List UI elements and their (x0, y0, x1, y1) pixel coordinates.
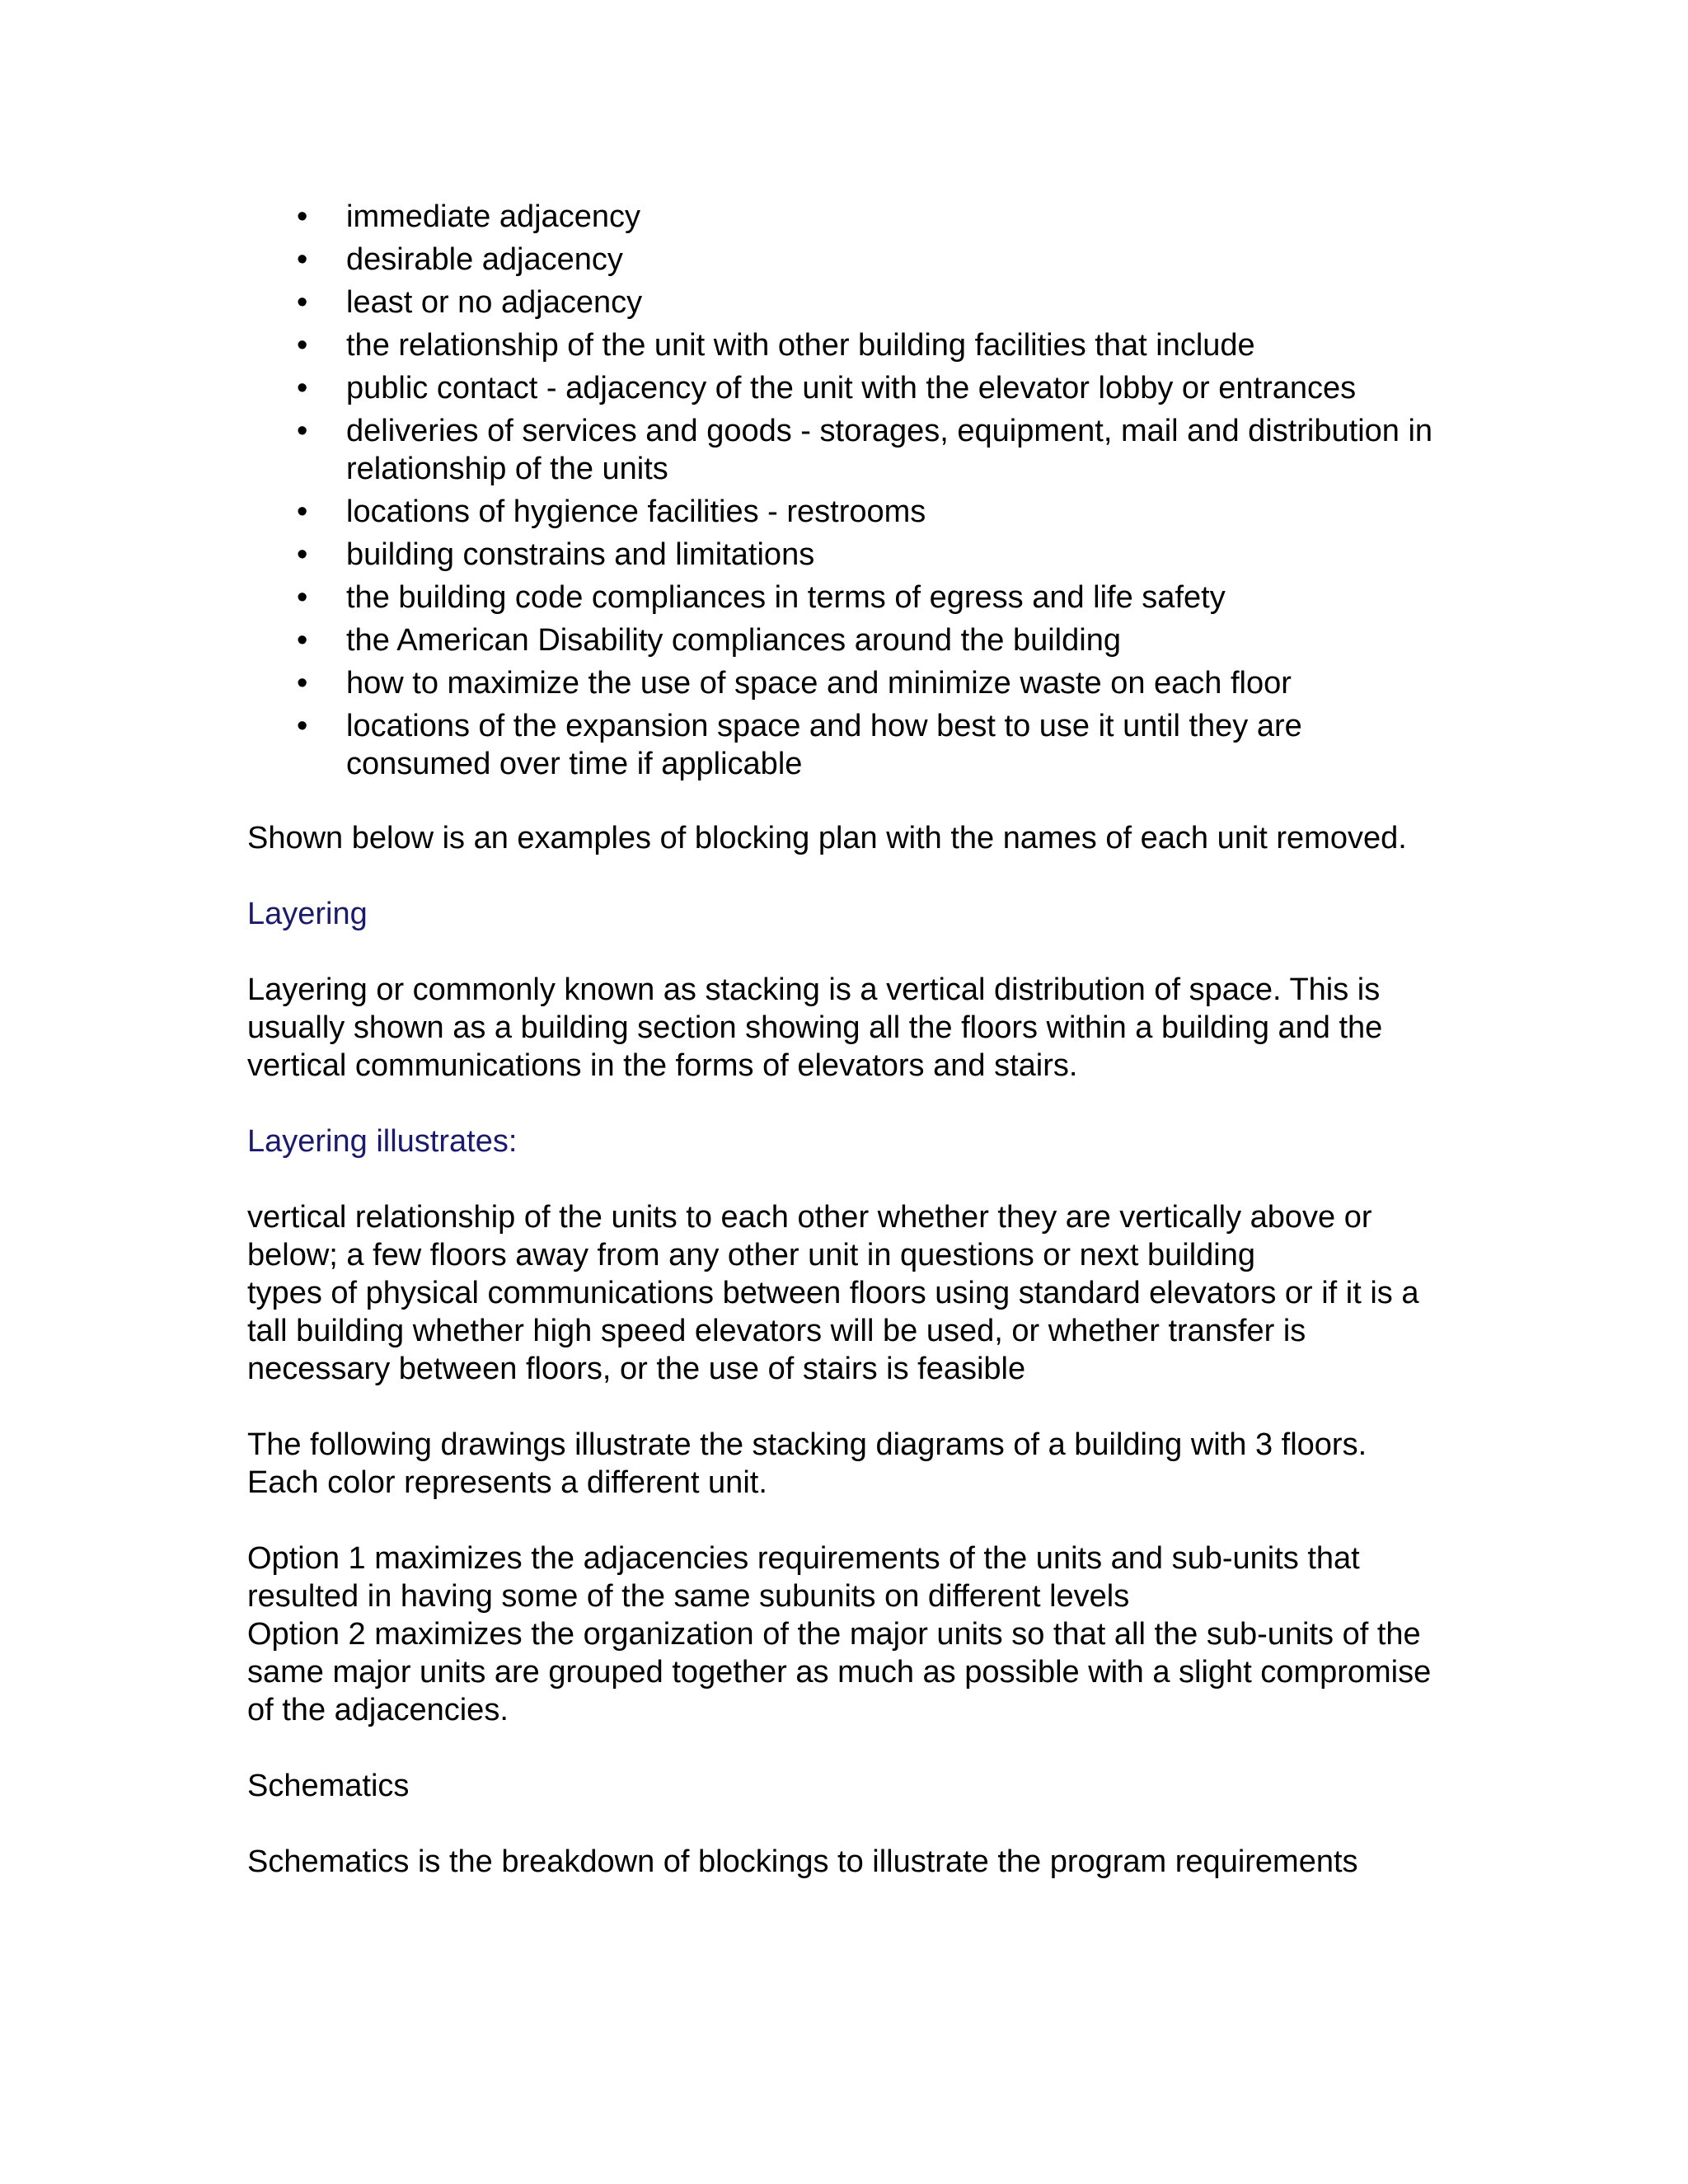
list-item-text: immediate adjacency (346, 199, 640, 234)
blocking-plan-paragraph: Shown below is an examples of blocking plan with the names of each unit removed. (247, 821, 1407, 855)
list-item (247, 198, 1442, 236)
layering-heading: Layering (247, 897, 368, 931)
bullet-icon: • (297, 285, 308, 320)
bullet-icon: • (297, 494, 308, 529)
adjacency-bullet-list (247, 198, 1442, 783)
illustrates-paragraph-2: types of physical communications between floors using standard elevators or if it is a tall building whether high speed elevators will be used, or whether transfer is necessary between floors, or the use of stairs is feasible (247, 1276, 1419, 1386)
list-item (247, 664, 1442, 702)
list-item-text: the American Disability compliances around the building (346, 623, 1121, 658)
list-item-text: desirable adjacency (346, 242, 623, 277)
bullet-icon: • (297, 666, 308, 701)
list-item (247, 493, 1442, 531)
drawings-paragraph: The following drawings illustrate the stacking diagrams of a building with 3 floors. Each color represents a different unit. (247, 1427, 1367, 1500)
bullet-icon: • (297, 242, 308, 277)
bullet-icon: • (297, 709, 308, 743)
bullet-icon: • (297, 199, 308, 234)
list-item-text: locations of hygience facilities - restrooms (346, 494, 926, 529)
bullet-icon: • (297, 537, 308, 572)
list-item-text: the building code compliances in terms of egress and life safety (346, 580, 1226, 615)
list-item-text: locations of the expansion space and how best to use it until they are consumed over time if applicable (346, 709, 1302, 781)
list-item-text: how to maximize the use of space and minimize waste on each floor (346, 666, 1292, 701)
layering-paragraph: Layering or commonly known as stacking is a vertical distribution of space. This is usually shown as a building section showing all the floors within a building and the vertical communications in the forms of elevators and stairs. (247, 972, 1383, 1083)
list-item (247, 621, 1442, 659)
list-item-text: least or no adjacency (346, 285, 643, 320)
bullet-icon: • (297, 371, 308, 405)
list-item-text: deliveries of services and goods - storages, equipment, mail and distribution in relationship of the units (346, 414, 1433, 486)
schematics-heading: Schematics (247, 1769, 410, 1803)
bullet-icon: • (297, 623, 308, 658)
bullet-icon: • (297, 328, 308, 363)
bullet-icon: • (297, 580, 308, 615)
list-item-text: public contact - adjacency of the unit with the elevator lobby or entrances (346, 371, 1357, 405)
list-item (247, 284, 1442, 321)
list-item (247, 707, 1442, 783)
document-page (247, 198, 1442, 1919)
list-item (247, 326, 1442, 364)
illustrates-paragraph-1: vertical relationship of the units to each other whether they are vertically above or below; a few floors away from any other unit in questions or next building (247, 1200, 1372, 1272)
list-item-text: the relationship of the unit with other building facilities that include (346, 328, 1255, 363)
list-item (247, 579, 1442, 616)
option-1-paragraph: Option 1 maximizes the adjacencies requirements of the units and sub-units that resulted in having some of the same subunits on different levels (247, 1541, 1360, 1614)
list-item (247, 369, 1442, 407)
option-2-paragraph: Option 2 maximizes the organization of the major units so that all the sub-units of the same major units are grouped together as much as possible with a slight compromise of the adjacencies. (247, 1617, 1432, 1727)
bullet-icon: • (297, 414, 308, 448)
list-item (247, 241, 1442, 279)
list-item (247, 536, 1442, 574)
list-item (247, 412, 1442, 488)
layering-illustrates-heading: Layering illustrates: (247, 1124, 518, 1159)
schematics-paragraph: Schematics is the breakdown of blockings to illustrate the program requirements (247, 1844, 1358, 1879)
list-item-text: building constrains and limitations (346, 537, 815, 572)
